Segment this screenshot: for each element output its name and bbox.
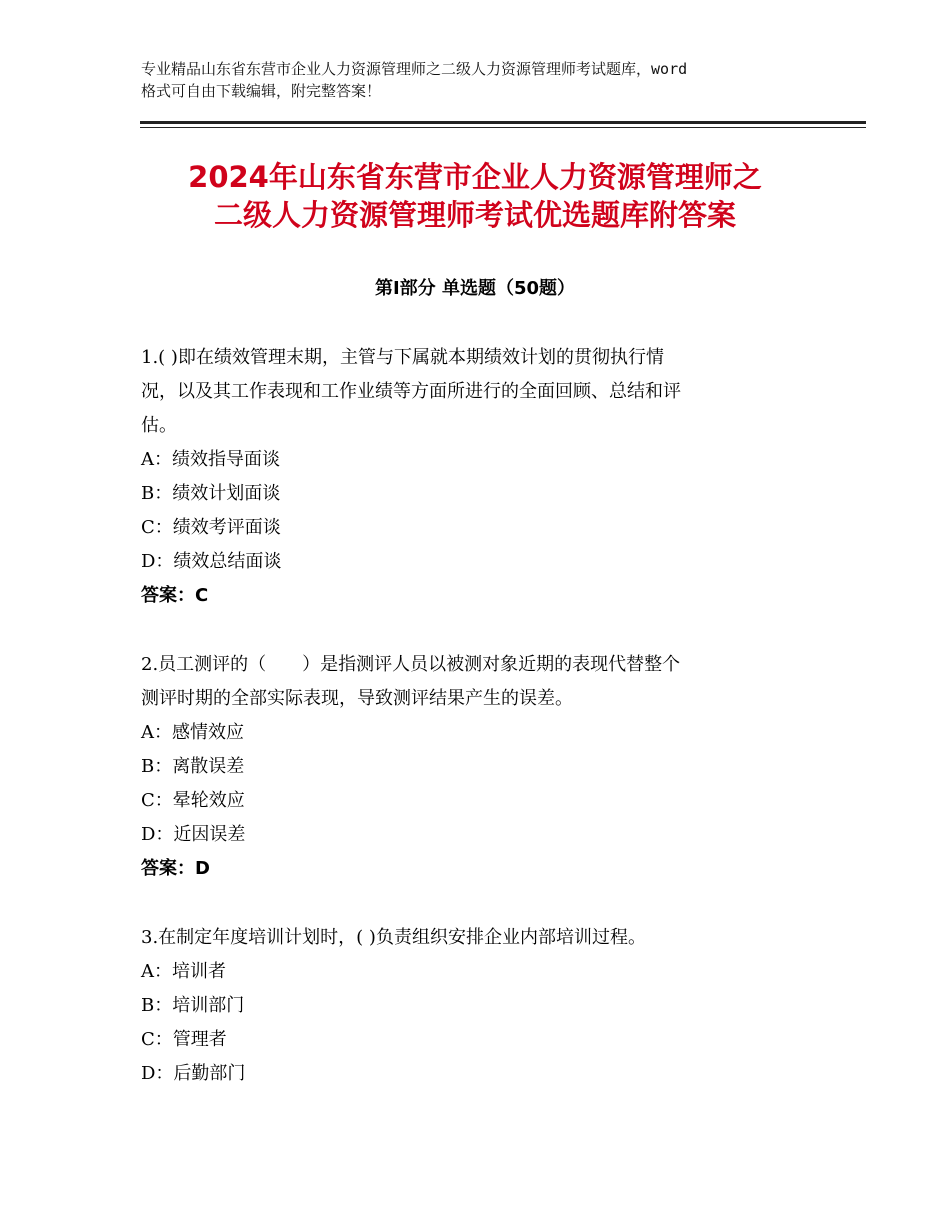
- stem-line: 况，以及其工作表现和工作业绩等方面所进行的全面回顾、总结和评: [141, 381, 681, 402]
- stem-line: 估。: [141, 415, 177, 436]
- option-d: D：近因误差: [141, 824, 246, 845]
- stem-line: 3.在制定年度培训计划时，( )负责组织安排企业内部培训过程。: [141, 927, 646, 948]
- question-stem: [141, 921, 811, 955]
- question-stem: [141, 648, 811, 716]
- stem-line: 2.员工测评的（ ）是指测评人员以被测对象近期的表现代替整个: [141, 654, 681, 675]
- option-c: C：管理者: [141, 1029, 227, 1050]
- question-stem: [141, 341, 811, 443]
- option-c: C：绩效考评面谈: [141, 517, 281, 538]
- document-title: [120, 158, 830, 234]
- question-2: [141, 648, 811, 886]
- title-line: 二级人力资源管理师考试优选题库附答案: [213, 198, 736, 232]
- header-divider-thick: [140, 121, 866, 124]
- title-line: 2024年山东省东营市企业人力资源管理师之: [188, 160, 762, 194]
- option-b: B：培训部门: [141, 995, 245, 1016]
- header-note-line: 格式可自由下载编辑，附完整答案！: [141, 82, 382, 100]
- answer: 答案：C: [141, 585, 209, 606]
- question-3: [141, 921, 811, 1091]
- header-divider-thin: [140, 127, 866, 128]
- header-note-line: 专业精品山东省东营市企业人力资源管理师之二级人力资源管理师考试题库，word: [141, 60, 688, 78]
- option-a: A：培训者: [141, 961, 226, 982]
- stem-line: 测评时期的全部实际表现，导致测评结果产生的误差。: [141, 688, 573, 709]
- section-title: 第Ⅰ部分 单选题（50题）: [374, 278, 575, 299]
- option-d: D：后勤部门: [141, 1063, 246, 1084]
- stem-line: 1.( )即在绩效管理末期，主管与下属就本期绩效计划的贯彻执行情: [141, 347, 664, 368]
- header-note: [141, 58, 821, 102]
- option-b: B：离散误差: [141, 756, 245, 777]
- option-c: C：晕轮效应: [141, 790, 245, 811]
- answer: 答案：D: [141, 858, 210, 879]
- option-a: A：绩效指导面谈: [141, 449, 280, 470]
- option-d: D：绩效总结面谈: [141, 551, 282, 572]
- question-1: [141, 341, 811, 613]
- option-a: A：感情效应: [141, 722, 244, 743]
- option-b: B：绩效计划面谈: [141, 483, 281, 504]
